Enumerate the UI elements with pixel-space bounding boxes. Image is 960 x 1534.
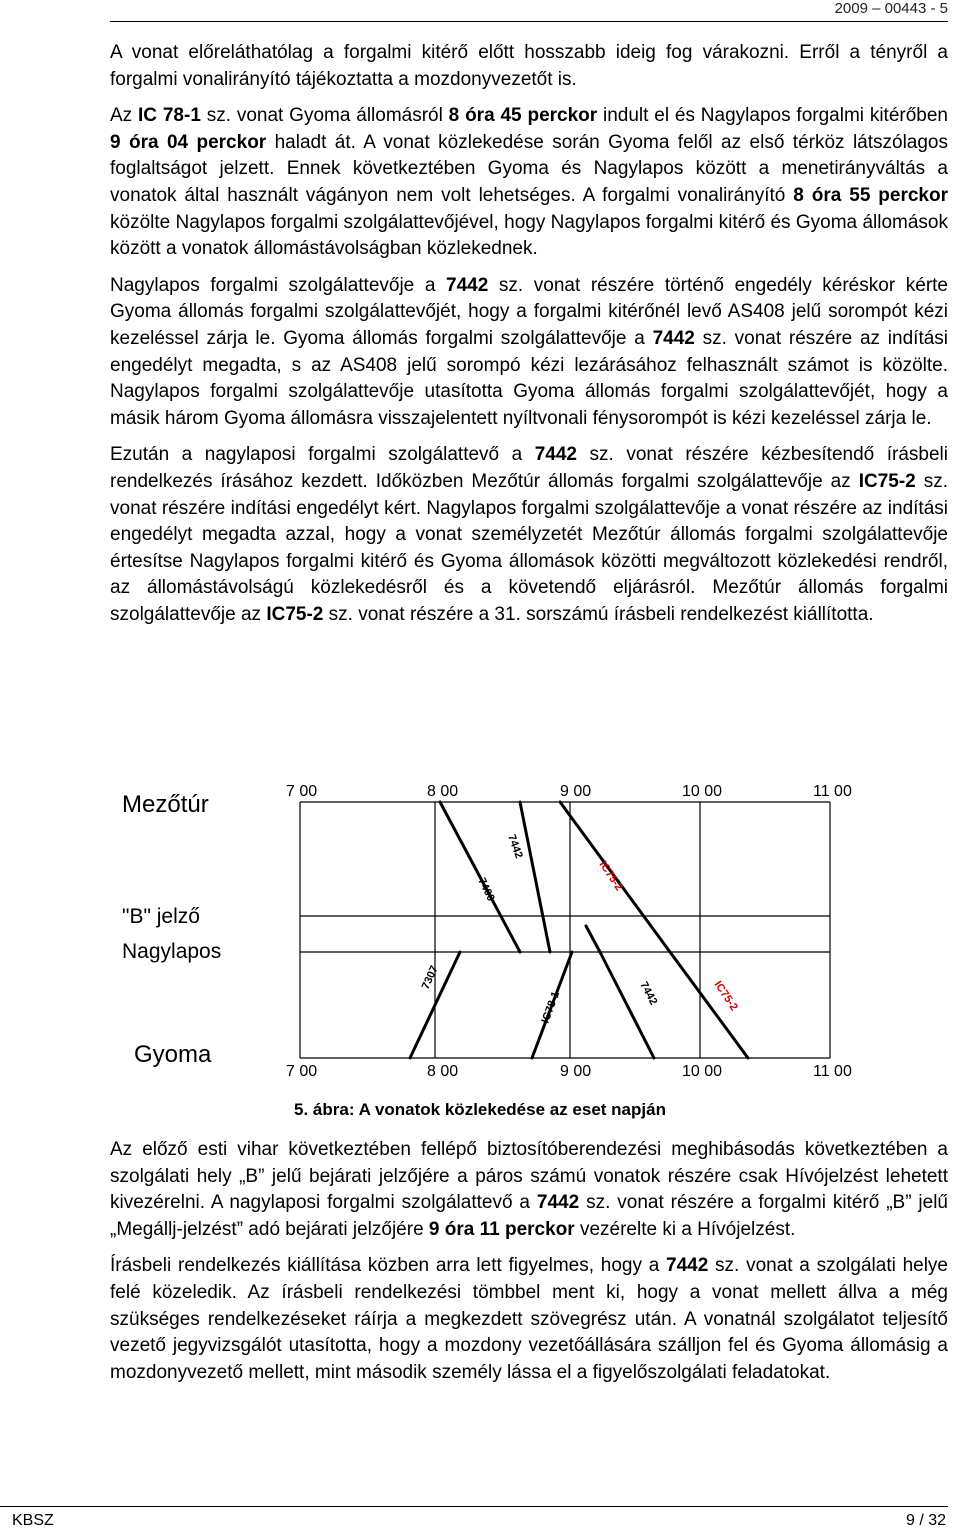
bold-run: 9 óra 04 perckor [110, 131, 267, 153]
text-run: vezérelte ki a Hívójelzést. [574, 1218, 796, 1240]
text-run: sz. vonat részére történő engedély kéréskor kérte Gyoma állomás forgalmi szolgálattevőjét, hogy a forgalmi kitérőnél levő AS408 jelű sorompót kézi kezeléssel zárja le. Gyoma állomás forgalmi szolgálattevője a [110, 274, 948, 349]
text-run: indult el és Nagylapos forgalmi kitérőben [597, 105, 948, 127]
station-label-gyoma: Gyoma [134, 1041, 212, 1068]
train-path-7442-upper [520, 802, 550, 952]
body-text-bottom [110, 1137, 948, 1396]
paragraph [110, 1253, 948, 1386]
time-label-bottom: 10 00 [682, 1063, 723, 1080]
footer-org: KBSZ [12, 1512, 54, 1529]
paragraph [110, 273, 948, 433]
text-run: közölte Nagylapos forgalmi szolgálattevőjével, hogy Nagylapos forgalmi kitérő és Gyoma állomások között a vonatok állomástávolságban közlekednek. [110, 211, 948, 260]
time-label-top: 10 00 [682, 783, 723, 800]
station-label-nagylapos: Nagylapos [122, 940, 222, 963]
bold-run: IC 78-1 [138, 105, 201, 127]
figure-caption: 5. ábra: A vonatok közlekedése az eset napján [294, 1100, 666, 1119]
timetable-figure [110, 776, 870, 1082]
body-text-top [110, 40, 948, 638]
paragraph [110, 40, 948, 93]
train-label: 7307 [419, 963, 441, 992]
document-reference: 2009 – 00443 - 5 [834, 0, 948, 17]
text-run: sz. vonat részére kézbesítendő írásbeli rendelkezés írásához kezdett. Időközben Mezőtúr állomás forgalmi szolgálattevője az [110, 444, 948, 492]
time-label-bottom: 11 00 [813, 1063, 852, 1080]
train-graph [110, 776, 870, 1082]
bold-run: 8 óra 55 perckor [793, 184, 949, 206]
time-label-bottom: 8 00 [427, 1063, 459, 1080]
train-label: 7400 [475, 876, 497, 904]
page-number: 9 / 32 [905, 1512, 946, 1529]
train-path-7442-lower [600, 952, 654, 1058]
bold-run: 7442 [652, 327, 695, 349]
bold-run: 7442 [666, 1255, 709, 1277]
paragraph [110, 103, 948, 263]
bold-run: 7442 [534, 444, 578, 466]
bold-run: 9 óra 11 perckor [428, 1218, 575, 1240]
time-label-bottom: 9 00 [560, 1063, 592, 1080]
paragraph [110, 442, 948, 628]
text-run: sz. vonat részére indítási engedélyt kért. Nagylapos forgalmi szolgálattevője a vonat részére az indítási engedélyt megadta azzal, hogy a vonat személyzetét Mezőtúr állomás forgalmi szolgálattevője értesítse Nagylapos forgalmi kitérő és Gyoma állomások közötti megváltozott közlekedési rendről, az állomástávolságú közlekedésről és a követendő eljárásról. Mezőtúr állomás forgalmi szolgálattevője az [110, 470, 948, 625]
time-label-top: 9 00 [560, 783, 592, 800]
time-label-top: 8 00 [427, 783, 459, 800]
train-label-red: IC75-2 [596, 858, 625, 894]
train-label: 7442 [505, 832, 525, 861]
text-run: Ezután a nagylaposi forgalmi szolgálattevő a [110, 444, 535, 466]
time-label-top: 11 00 [813, 783, 852, 800]
text-run: sz. vonat részére a forgalmi kitérő „B” jelű „Megállj-jelzést” adó bejárati jelzőjére [110, 1192, 948, 1240]
bold-run: IC75-2 [266, 603, 324, 625]
train-label: IC78-1 [539, 989, 563, 1026]
train-path-7442-stop [586, 926, 600, 952]
footer-rule [0, 1506, 948, 1507]
text-run: haladt át. A vonat közlekedése során Gyoma felől az első térköz látszólagos foglaltságot jelzett. Ennek következtében Gyoma és Nagylapos között a menetirányváltás a vonatok által használt vágányon nem volt lehetséges. A forgalmi vonalirányító [110, 131, 948, 206]
text-run: Nagylapos forgalmi szolgálattevője a [110, 274, 447, 296]
bold-run: 7442 [536, 1192, 580, 1214]
text-run: Az [110, 105, 139, 127]
station-label-b-signal: "B" jelző [122, 905, 200, 928]
text-run: Az előző esti vihar következtében fellépő biztosítóberendezési meghibásodás következtében a szolgálati hely „B” jelű bejárati jelzőjére a páros számú vonatok részére csak Hívójelzést lehetett kivezérelni. A nagylaposi forgalmi szolgálattevő a [110, 1139, 948, 1214]
text-run: sz. vonat részére az indítási engedélyt megadta, s az AS408 jelű sorompó kézi lezárásához felhasznált számot is közölte. Nagylapos forgalmi szolgálattevője utasította Gyoma állomás forgalmi szolgálattevőjét, hogy a másik három Gyoma állomásra visszajelentett nyíltvonali fénysorompót is kézi kezeléssel zárja le. [110, 327, 949, 429]
time-label-top: 7 00 [286, 783, 318, 800]
bold-run: 7442 [446, 274, 489, 296]
train-label-red: IC75-2 [711, 978, 740, 1014]
station-label-mezotur: Mezőtúr [122, 791, 209, 818]
text-run: sz. vonat részére a 31. sorszámú írásbeli rendelkezést kiállította. [323, 603, 874, 625]
bold-run: IC75-2 [858, 470, 916, 492]
text-run: sz. vonat Gyoma állomásról [200, 105, 449, 127]
text-run: sz. vonat a szolgálati helye felé közeledik. Az írásbeli rendelkezési tömbbel ment ki, hogy a vonat mellett állva a még szükséges rendelkezéseket ráírja a megkezdett szövegrész után. A vonatnál szolgálatot teljesítő vezető jegyvizsgálót utasította, hogy a mozdony vezetőállására szálljon fel és Gyoma állomásig a mozdonyvezető mellett, mint második személy lássa el a figyelőszolgálati feladatokat. [110, 1255, 948, 1383]
text-run: Írásbeli rendelkezés kiállítása közben arra lett figyelmes, hogy a [110, 1255, 667, 1277]
bold-run: 8 óra 45 perckor [448, 105, 598, 127]
train-path-7400 [440, 802, 520, 952]
text-run: A vonat előreláthatólag a forgalmi kitérő előtt hosszabb ideig fog várakozni. Erről a tényről a forgalmi vonalirányító tájékoztatta a mozdonyvezetőt is. [110, 42, 948, 90]
train-label: 7442 [637, 979, 660, 1008]
paragraph [110, 1137, 948, 1243]
header-rule [110, 21, 948, 22]
time-label-bottom: 7 00 [286, 1063, 318, 1080]
